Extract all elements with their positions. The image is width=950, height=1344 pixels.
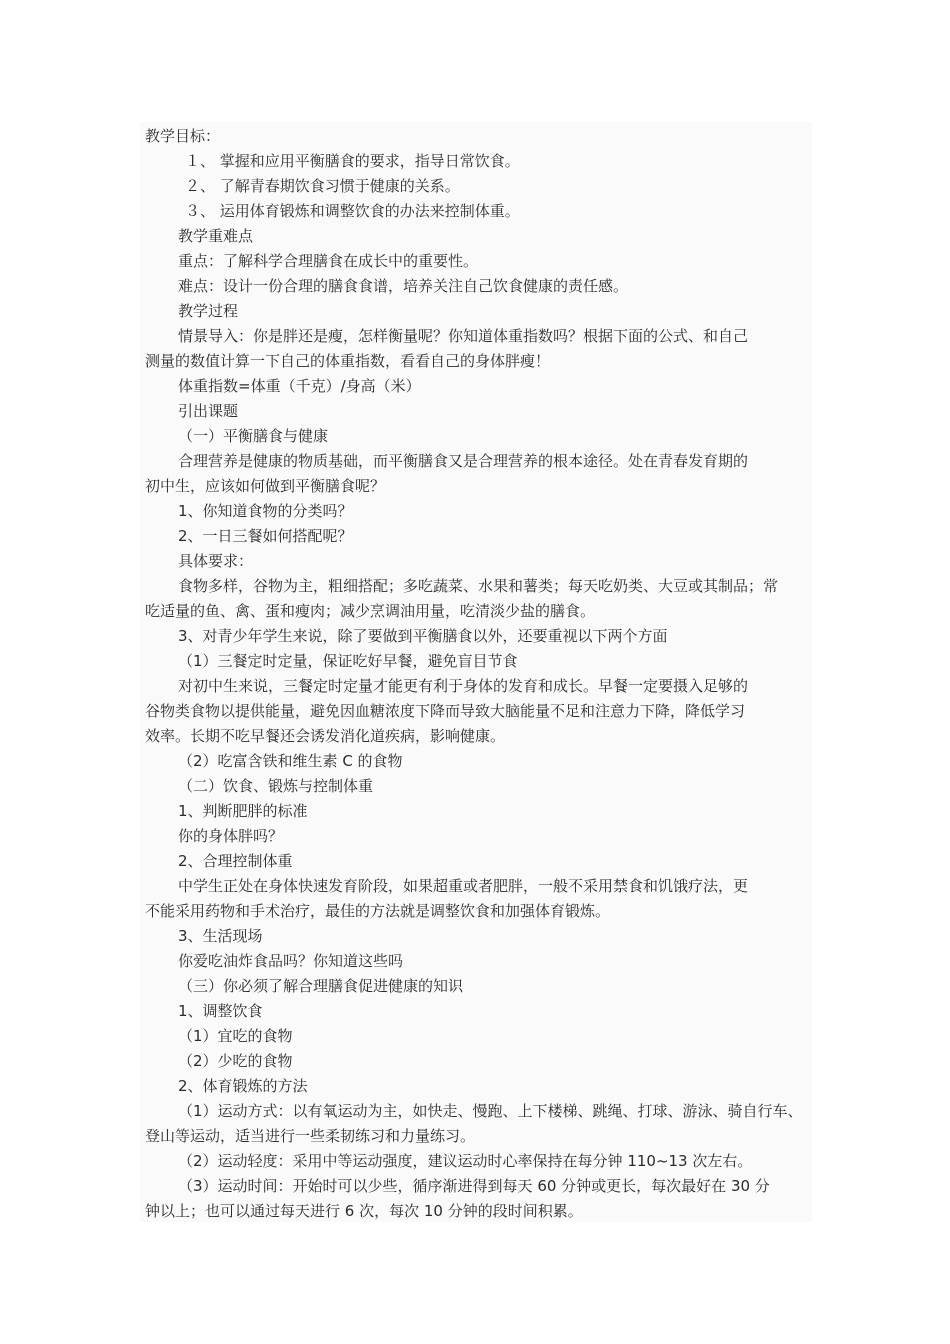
list-item: 3、生活现场 bbox=[178, 927, 263, 945]
section-heading: （一）平衡膳食与健康 bbox=[178, 427, 329, 445]
list-item: （1）三餐定时定量，保证吃好早餐，避免盲目节食 bbox=[178, 652, 518, 670]
list-item: 1、调整饮食 bbox=[178, 1002, 263, 1020]
section-heading: （三）你必须了解合理膳食促进健康的知识 bbox=[178, 977, 464, 995]
paragraph: 情景导入：你是胖还是瘦，怎样衡量呢？你知道体重指数吗？根据下面的公式、和自己 bbox=[178, 327, 749, 345]
list-item: １、 掌握和应用平衡膳食的要求，指导日常饮食。 bbox=[185, 152, 520, 170]
list-item: 2、合理控制体重 bbox=[178, 852, 293, 870]
paragraph: 具体要求： bbox=[178, 552, 254, 570]
section-heading: 教学目标： bbox=[145, 127, 221, 145]
paragraph: 对初中生来说，三餐定时定量才能更有利于身体的发育和成长。早餐一定要摄入足够的 bbox=[178, 677, 749, 695]
list-item: （1）运动方式：以有氧运动为主，如快走、慢跑、上下楼梯、跳绳、打球、游泳、骑自行车、 bbox=[178, 1102, 803, 1120]
paragraph: 你爱吃油炸食品吗？你知道这些吗 bbox=[178, 952, 404, 970]
list-item: （2）吃富含铁和维生素 C 的食物 bbox=[178, 752, 403, 770]
paragraph: 你的身体胖吗？ bbox=[178, 827, 284, 845]
list-item: 1、判断肥胖的标准 bbox=[178, 802, 308, 820]
lesson-plan-text bbox=[145, 124, 807, 1224]
paragraph-continuation: 吃适量的鱼、禽、蛋和瘦肉；减少烹调油用量，吃清淡少盐的膳食。 bbox=[145, 602, 596, 620]
paragraph-continuation: 登山等运动，适当进行一些柔韧练习和力量练习。 bbox=[145, 1127, 476, 1145]
paragraph: 中学生正处在身体快速发育阶段，如果超重或者肥胖，一般不采用禁食和饥饿疗法，更 bbox=[178, 877, 749, 895]
paragraph-continuation: 不能采用药物和手术治疗，最佳的方法就是调整饮食和加强体育锻炼。 bbox=[145, 902, 611, 920]
list-item: （1）宜吃的食物 bbox=[178, 1027, 293, 1045]
list-item: 1、你知道食物的分类吗？ bbox=[178, 502, 353, 520]
paragraph: 合理营养是健康的物质基础，而平衡膳食又是合理营养的根本途径。处在青春发育期的 bbox=[178, 452, 749, 470]
section-heading: （二）饮食、锻炼与控制体重 bbox=[178, 777, 374, 795]
paragraph-continuation: 谷物类食物以提供能量，避免因血糖浓度下降而导致大脑能量不足和注意力下降，降低学习 bbox=[145, 702, 746, 720]
paragraph-continuation: 钟以上；也可以通过每天进行 6 次，每次 10 分钟的段时间积累。 bbox=[145, 1202, 583, 1220]
paragraph: 重点：了解科学合理膳食在成长中的重要性。 bbox=[178, 252, 479, 270]
paragraph-continuation: 效率。长期不吃早餐还会诱发消化道疾病，影响健康。 bbox=[145, 727, 506, 745]
section-heading: 教学过程 bbox=[178, 302, 239, 320]
list-item: 2、体育锻炼的方法 bbox=[178, 1077, 308, 1095]
paragraph: 难点：设计一份合理的膳食食谱，培养关注自己饮食健康的责任感。 bbox=[178, 277, 629, 295]
list-item: 3、对青少年学生来说，除了要做到平衡膳食以外，还要重视以下两个方面 bbox=[178, 627, 668, 645]
list-item: （2）运动轻度：采用中等运动强度，建议运动时心率保持在每分钟 110~13 次左右。 bbox=[178, 1152, 753, 1170]
list-item: 2、一日三餐如何搭配呢？ bbox=[178, 527, 353, 545]
list-item: ２、 了解青春期饮食习惯于健康的关系。 bbox=[185, 177, 460, 195]
list-item: （2）少吃的食物 bbox=[178, 1052, 293, 1070]
paragraph-continuation: 初中生，应该如何做到平衡膳食呢？ bbox=[145, 477, 386, 495]
paragraph: 食物多样，谷物为主，粗细搭配；多吃蔬菜、水果和薯类；每天吃奶类、大豆或其制品；常 bbox=[178, 577, 779, 595]
section-heading: 教学重难点 bbox=[178, 227, 254, 245]
paragraph-continuation: 测量的数值计算一下自己的体重指数，看看自己的身体胖瘦！ bbox=[145, 352, 551, 370]
paragraph: 引出课题 bbox=[178, 402, 239, 420]
list-item: ３、 运用体育锻炼和调整饮食的办法来控制体重。 bbox=[185, 202, 520, 220]
list-item: （3）运动时间：开始时可以少些，循序渐进得到每天 60 分钟或更长，每次最好在 30 分 bbox=[178, 1177, 770, 1195]
formula: 体重指数=体重（千克）/身高（米） bbox=[178, 377, 421, 395]
